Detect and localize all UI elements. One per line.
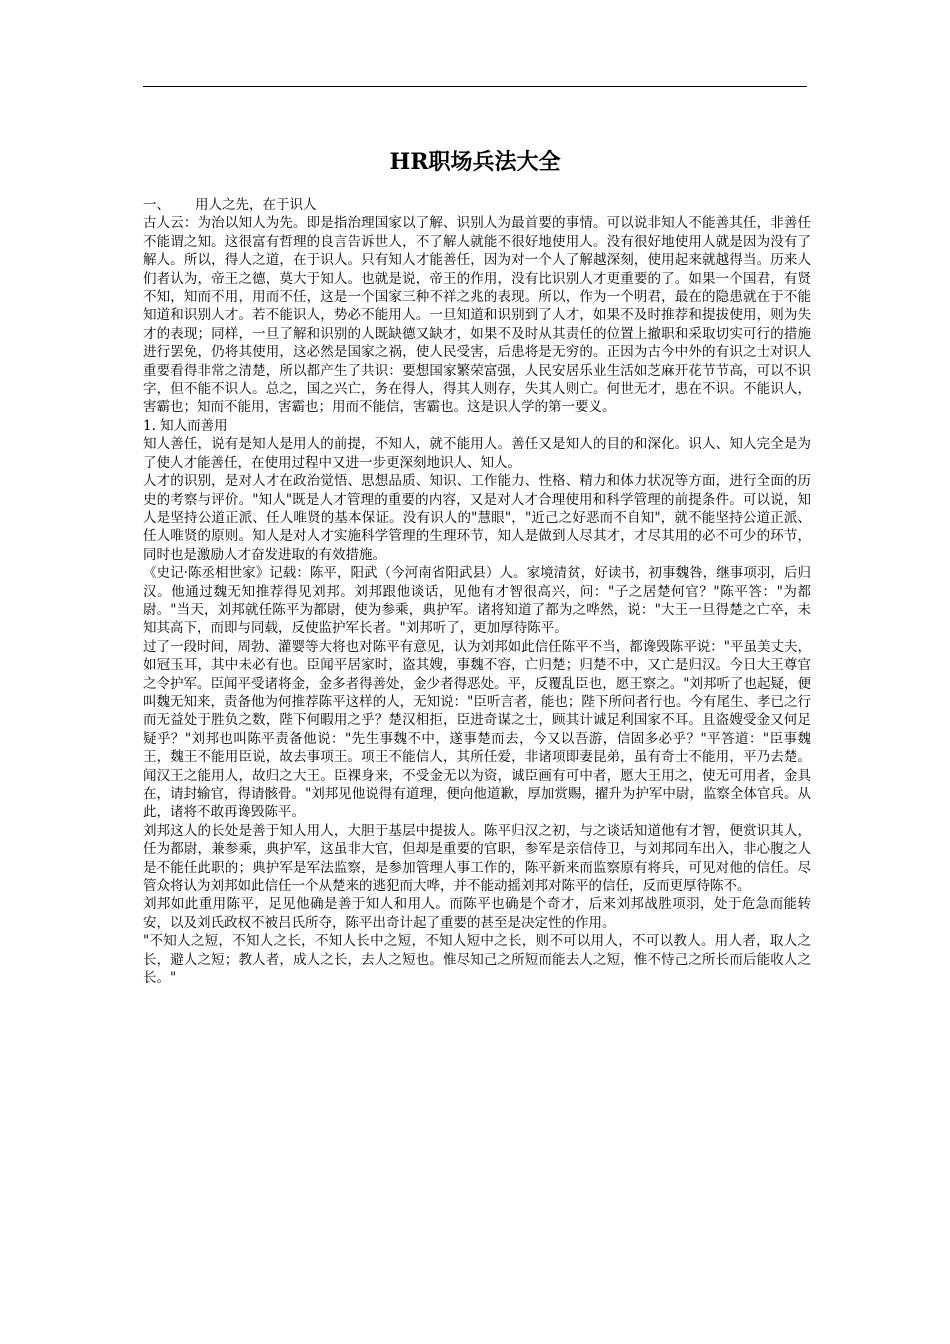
subsection-heading: 1. 知人而善用 — [143, 417, 228, 434]
document-body — [143, 196, 811, 987]
document-title: HR职场兵法大全 — [389, 149, 561, 175]
paragraph-intro: 古人云：为治以知人为先。即是指治理国家以了解、识别人为最首要的事情。可以说非知人不能善其任，非善任不能谓之知。这很富有哲理的良言告诉世人，不了解人就能不很好地使用人。没有很好地使用人就是因为没有了解人。所以，得人之道，在于识人。只有知人才能善任，因为对一个人了解越深刻，使用起来就越得当。历来人们者认为，帝王之德，莫大于知人。也就是说，帝王的作用，没有比识别人才更重要的了。如果一个国君，有贤不知，知而不用，用而不任，这是一个国家三种不祥之兆的表现。所以，作为一个明君，最在的隐患就在于不能知道和识别人才。若不能识人，势必不能用人。一旦知道和识别到了人才，如果不及时推荐和提拔使用，则为失才的表现；同样，一旦了解和识别的人既缺德又缺才，如果不及时从其责任的位置上撤职和采取切实可行的措施进行罢免，仍将其使用，这必然是国家之祸，使人民受害，后患将是无穷的。正因为古今中外的有识之士对识人重要看得非常之清楚，所以都产生了共识：要想国家繁荣富强，人民安居乐业生活如芝麻开花节节高，可以不识字，但不能不识人。总之，国之兴亡，务在得人，得其人则存，失其人则亡。何世无才，患在不识。不能识人，害霸也；知而不能用，害霸也；用而不能信，害霸也。这是识人学的第一要义。 — [143, 215, 811, 416]
header-rule — [143, 86, 807, 87]
paragraph: 刘邦如此重用陈平，足见他确是善于知人和用人。而陈平也确是个奇才，后来刘邦战胜项羽，处于危急而能转安，以及刘氏政权不被吕氏所夺，陈平出奇计起了重要的甚至是决定性的作用。 — [143, 896, 811, 931]
paragraph: 过了一段时间，周勃、灌婴等大将也对陈平有意见，认为刘邦如此信任陈平不当，都谗毁陈平说："平虽美丈夫，如冠玉耳，其中未必有也。臣闻平居家时，盗其嫂，事魏不容，亡归楚；归楚不中，又亡是归汉。今日大王尊官之令护军。臣闻平受诸将金，金多者得善处，金少者得恶处。平，反覆乱臣也，愿王察之。"刘邦听了也起疑，便叫魏无知来，责备他为何推荐陈平这样的人，无知说："臣听言者，能也；陛下所问者行也。今有尾生、孝已之行而无益处于胜负之数，陛下何暇用之乎？楚汉相拒，臣进奇谋之士，顾其计诚足利国家不耳。且盗嫂受金又何足疑乎？"刘邦也叫陈平责备他说："先生事魏不中，遂事楚而去，今又以吾游，信固多必乎？"平答道："臣事魏王，魏王不能用臣说，故去事项王。项王不能信人，其所任爱，非诸项即妻昆弟，虽有奇士不能用，平乃去楚。闻汉王之能用人，故归之大王。臣裸身来，不受金无以为资，诚臣画有可中者，愿大王用之，使无可用者，金具在，请封输官，得请骸骨。"刘邦见他说得有道理，便向他道歉，厚加赏赐，擢升为护军中尉，监察全体官兵。从此，诸将不敢再谗毁陈平。 — [143, 638, 811, 821]
section-heading — [143, 196, 811, 214]
paragraph: 人才的识别，是对人才在政治觉悟、思想品质、知识、工作能力、性格、精力和体力状况等方面，进行全面的历史的考察与评价。"知人"既是人才管理的重要的内容，又是对人才合理使用和科学管理的前提条件。可以说，知人是坚持公道正派、任人唯贤的基本保证。没有识人的"慧眼"，"近己之好恶而不自知"，就不能坚持公道正派、任人唯贤的原则。知人是对人才实施科学管理的生理环节，知人是做到人尽其才，才尽其用的必不可少的环节，同时也是激励人才奋发进取的有效措施。 — [143, 473, 811, 563]
section-number: 一、 — [143, 197, 170, 213]
paragraph: 知人善任，说有是知人是用人的前提，不知人，就不能用人。善任又是知人的目的和深化。识人、知人完全是为了使人才能善任，在使用过程中又进一步更深刻地识人、知人。 — [143, 436, 811, 471]
paragraph: 刘邦这人的长处是善于知人用人，大胆于基层中提拔人。陈平归汉之初，与之谈话知道他有才智，便赏识其人，任为都尉，兼参乘，典护军，这虽非大官，但却是重要的官职，参军是亲信侍卫，与刘邦同车出入，非心腹之人是不能任此职的；典护军是军法监察，是参加管理人事工作的，陈平新来而监察原有将兵，可见对他的信任。尽管众将认为刘邦如此信任一个从楚来的逃犯而大哗，并不能动摇刘邦对陈平的信任，反而更厚待陈不。 — [143, 822, 811, 895]
paragraph: 《史记·陈丞相世家》记载：陈平，阳武（今河南省阳武县）人。家境清贫，好读书，初事魏咎，继事项羽，后归汉。他通过魏无知推荐得见刘邦。刘邦跟他谈话，见他有才智很高兴，问："子之居楚何官？"陈平答："为都尉。"当天，刘邦就任陈平为都尉，使为参乘，典护军。诸将知道了都为之哗然，说："大王一旦得楚之亡卒，未知其高下，而即与同载，反使监护军长者。"刘邦听了，更加厚待陈平。 — [143, 565, 811, 637]
paragraph-quote: "不知人之短，不知人之长，不知人长中之短，不知人短中之长，则不可以用人，不可以教人。用人者，取人之长，避人之短；教人者，成人之长，去人之短也。惟尽知己之所短而能去人之短，惟不恃己之所长而后能收人之长。" — [143, 933, 811, 987]
section-heading-text: 用人之先，在于识人 — [195, 197, 317, 213]
